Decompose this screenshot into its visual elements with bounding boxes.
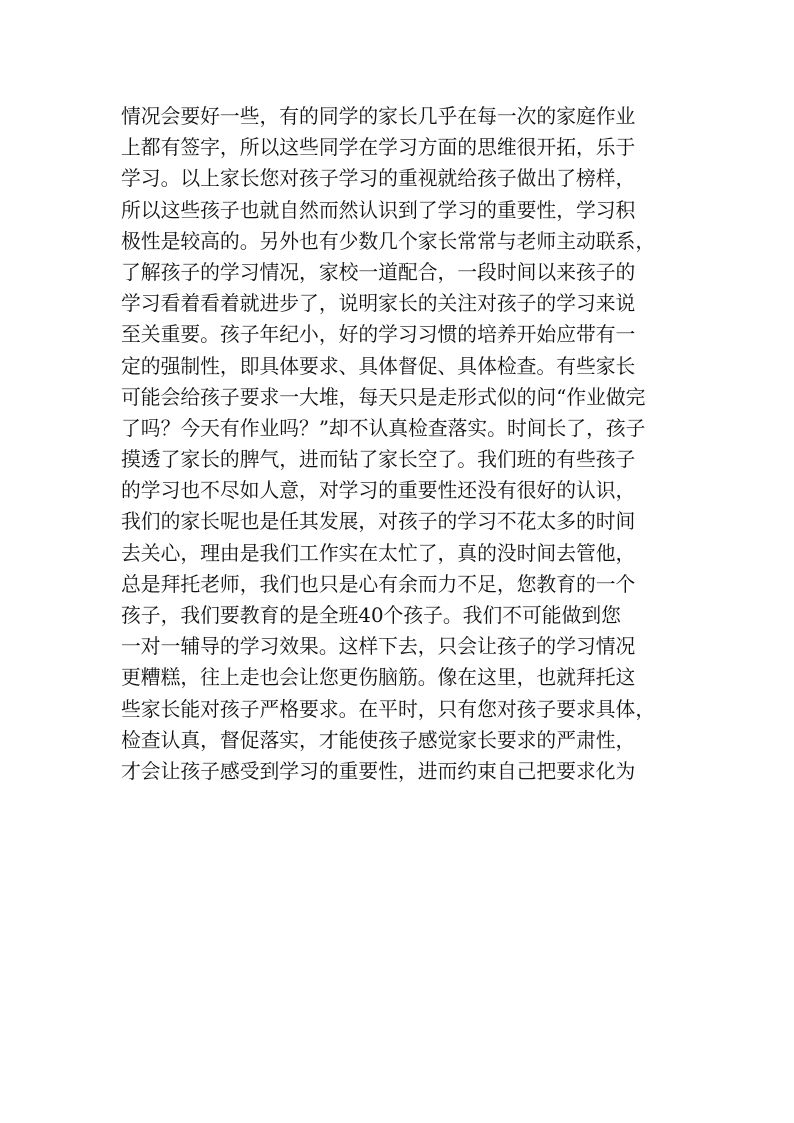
text-line: 去关心，理由是我们工作实在太忙了，真的没时间去管他，	[121, 541, 636, 565]
body-text	[121, 101, 681, 787]
text-line: 至关重要。孩子年纪小，好的学习习惯的培养开始应带有一	[121, 323, 636, 347]
text-line: 可能会给孩子要求一大堆，每天只是走形式似的问“作业做完	[121, 385, 646, 409]
text-line: 所以这些孩子也就自然而然认识到了学习的重要性，学习积	[121, 198, 636, 222]
text-line: 总是拜托老师，我们也只是心有余而力不足，您教育的一个	[121, 572, 636, 596]
text-line: 才会让孩子感受到学习的重要性，进而约束自己把要求化为	[121, 759, 636, 783]
text-line: 孩子，我们要教育的是全班40个孩子。我们不可能做到您	[121, 604, 621, 627]
text-line: 更糟糕，往上走也会让您更伤脑筋。像在这里，也就拜托这	[121, 666, 636, 690]
text-line: 摸透了家长的脾气，进而钻了家长空了。我们班的有些孩子	[121, 448, 636, 472]
text-line: 我们的家长呢也是任其发展，对孩子的学习不花太多的时间	[121, 510, 636, 534]
text-line: 定的强制性，即具体要求、具体督促、具体检查。有些家长	[121, 354, 636, 378]
text-line: 了吗？今天有作业吗？”却不认真检查落实。时间长了，孩子	[121, 416, 646, 440]
text-line: 学习看着看着就进步了，说明家长的关注对孩子的学习来说	[121, 292, 636, 316]
text-line: 上都有签字，所以这些同学在学习方面的思维很开拓，乐于	[121, 136, 636, 160]
text-line: 情况会要好一些，有的同学的家长几乎在每一次的家庭作业	[121, 105, 636, 128]
text-line: 极性是较高的。另外也有少数几个家长常常与老师主动联系，	[121, 229, 656, 253]
text-line: 一对一辅导的学习效果。这样下去，只会让孩子的学习情况	[121, 635, 636, 659]
text-line: 了解孩子的学习情况，家校一道配合，一段时间以来孩子的	[121, 260, 636, 284]
text-line: 学习。以上家长您对孩子学习的重视就给孩子做出了榜样，	[121, 167, 636, 191]
text-line: 检查认真，督促落实，才能使孩子感觉家长要求的严肃性，	[121, 728, 636, 752]
text-line: 的学习也不尽如人意，对学习的重要性还没有很好的认识，	[121, 479, 636, 503]
text-line: 些家长能对孩子严格要求。在平时，只有您对孩子要求具体，	[121, 697, 656, 721]
